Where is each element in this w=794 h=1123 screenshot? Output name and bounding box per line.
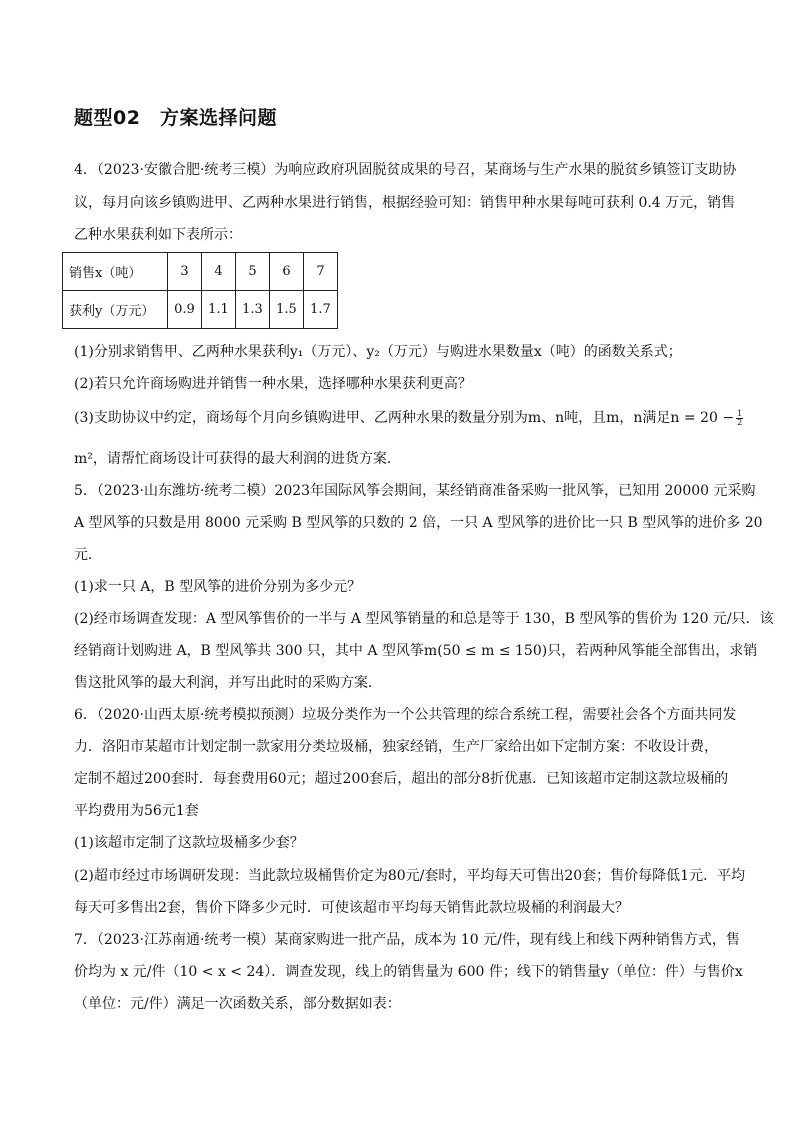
table-header-sales: 销售x（吨） xyxy=(63,253,168,291)
q4-line-2: 议，每月向该乡镇购进甲、乙两种水果进行销售，根据经验可知：销售甲种水果每吨可获利 0.4 万元，销售 xyxy=(74,195,736,211)
q6-part-2a: (2)超市经过市场调研发现：当此款垃圾桶售价定为80元/套时，平均每天可售出20套；售价每降低1元．平均 xyxy=(74,868,746,884)
q4-part-1: (1)分别求销售甲、乙两种水果获利y₁（万元）、y₂（万元）与购进水果数量x（吨）的函数关系式； xyxy=(74,344,682,360)
table-cell: 1.1 xyxy=(202,291,236,329)
q5-part-2a: (2)经市场调查发现：A 型风筝售价的一半与 A 型风筝销量的和总是等于 130，B 型风筝的售价为 120 元/只．该 xyxy=(74,611,774,627)
fraction-denominator: 2 xyxy=(737,417,743,427)
q4-part-3a-text: (3)支助协议中约定，商场每个月向乡镇购进甲、乙两种水果的数量分别为m、n吨，且m，n满足n = 20 − xyxy=(74,410,735,426)
table-cell: 1.3 xyxy=(236,291,270,329)
q6-line-2: 力．洛阳市某超市计划定制一款家用分类垃圾桶，独家经销，生产厂家给出如下定制方案：不收设计费， xyxy=(74,739,718,755)
sales-profit-table xyxy=(62,252,338,329)
q4-part-3b: m²，请帮忙商场设计可获得的最大利润的进货方案． xyxy=(74,451,401,467)
q6-part-2b: 每天可多售出2套，售价下降多少元时．可使该超市平均每天销售此款垃圾桶的利润最大？ xyxy=(74,900,629,916)
q5-part-1: (1)求一只 A，B 型风筝的进价分别为多少元？ xyxy=(74,579,362,595)
section-title: 题型02 方案选择问题 xyxy=(74,107,277,129)
q5-line-3: 元． xyxy=(74,547,102,563)
table-row xyxy=(63,253,338,291)
q7-line-2: 价均为 x 元/件（10 < x < 24）．调查发现，线上的销售量为 600 件；线下的销售量y（单位：件）与售价x xyxy=(74,964,743,980)
q6-line-4: 平均费用为56元1套 xyxy=(74,803,199,819)
fraction-numerator: 1 xyxy=(737,408,743,418)
q7-line-1: 7．（2023·江苏南通·统考一模）某商家购进一批产品，成本为 10 元/件，现有线上和线下两种销售方式，售 xyxy=(74,932,740,948)
q4-line-3: 乙种水果获利如下表所示： xyxy=(74,227,242,243)
table-row xyxy=(63,291,338,329)
table-cell: 3 xyxy=(168,253,202,291)
q4-part-3a xyxy=(74,408,743,428)
q5-part-2c: 售这批风筝的最大利润，并写出此时的采购方案． xyxy=(74,675,382,691)
table-cell: 1.5 xyxy=(270,291,304,329)
fraction xyxy=(736,410,743,427)
table-cell: 7 xyxy=(304,253,338,291)
q6-line-3: 定制不超过200套时．每套费用60元；超过200套后，超出的部分8折优惠．已知该超市定制这款垃圾桶的 xyxy=(74,771,729,787)
table-header-profit: 获利y（万元） xyxy=(63,291,168,329)
q5-line-2: A 型风筝的只数是用 8000 元采购 B 型风筝的只数的 2 倍，一只 A 型风筝的进价比一只 B 型风筝的进价多 20 xyxy=(74,515,763,531)
q5-part-2b: 经销商计划购进 A，B 型风筝共 300 只，其中 A 型风筝m(50 ≤ m ≤ 150)只，若两种风筝能全部售出，求销 xyxy=(74,643,758,659)
table-cell: 5 xyxy=(236,253,270,291)
q6-part-1: (1)该超市定制了这款垃圾桶多少套？ xyxy=(74,835,304,851)
q6-line-1: 6．（2020·山西太原·统考模拟预测）垃圾分类作为一个公共管理的综合系统工程，需要社会各个方面共同发 xyxy=(74,707,737,723)
q4-line-1: 4．（2023·安徽合肥·统考三模）为响应政府巩固脱贫成果的号召，某商场与生产水果的脱贫乡镇签订支助协 xyxy=(74,162,737,178)
table-cell: 6 xyxy=(270,253,304,291)
q4-part-2: (2)若只允许商场购进并销售一种水果，选择哪种水果获利更高？ xyxy=(74,376,472,392)
table-cell: 4 xyxy=(202,253,236,291)
q5-line-1: 5．（2023·山东潍坊·统考二模）2023年国际风筝会期间，某经销商准备采购一批风筝，已知用 20000 元采购 xyxy=(74,483,756,499)
q7-line-3: （单位：元/件）满足一次函数关系，部分数据如表： xyxy=(74,996,401,1012)
table-cell: 0.9 xyxy=(168,291,202,329)
table-cell: 1.7 xyxy=(304,291,338,329)
